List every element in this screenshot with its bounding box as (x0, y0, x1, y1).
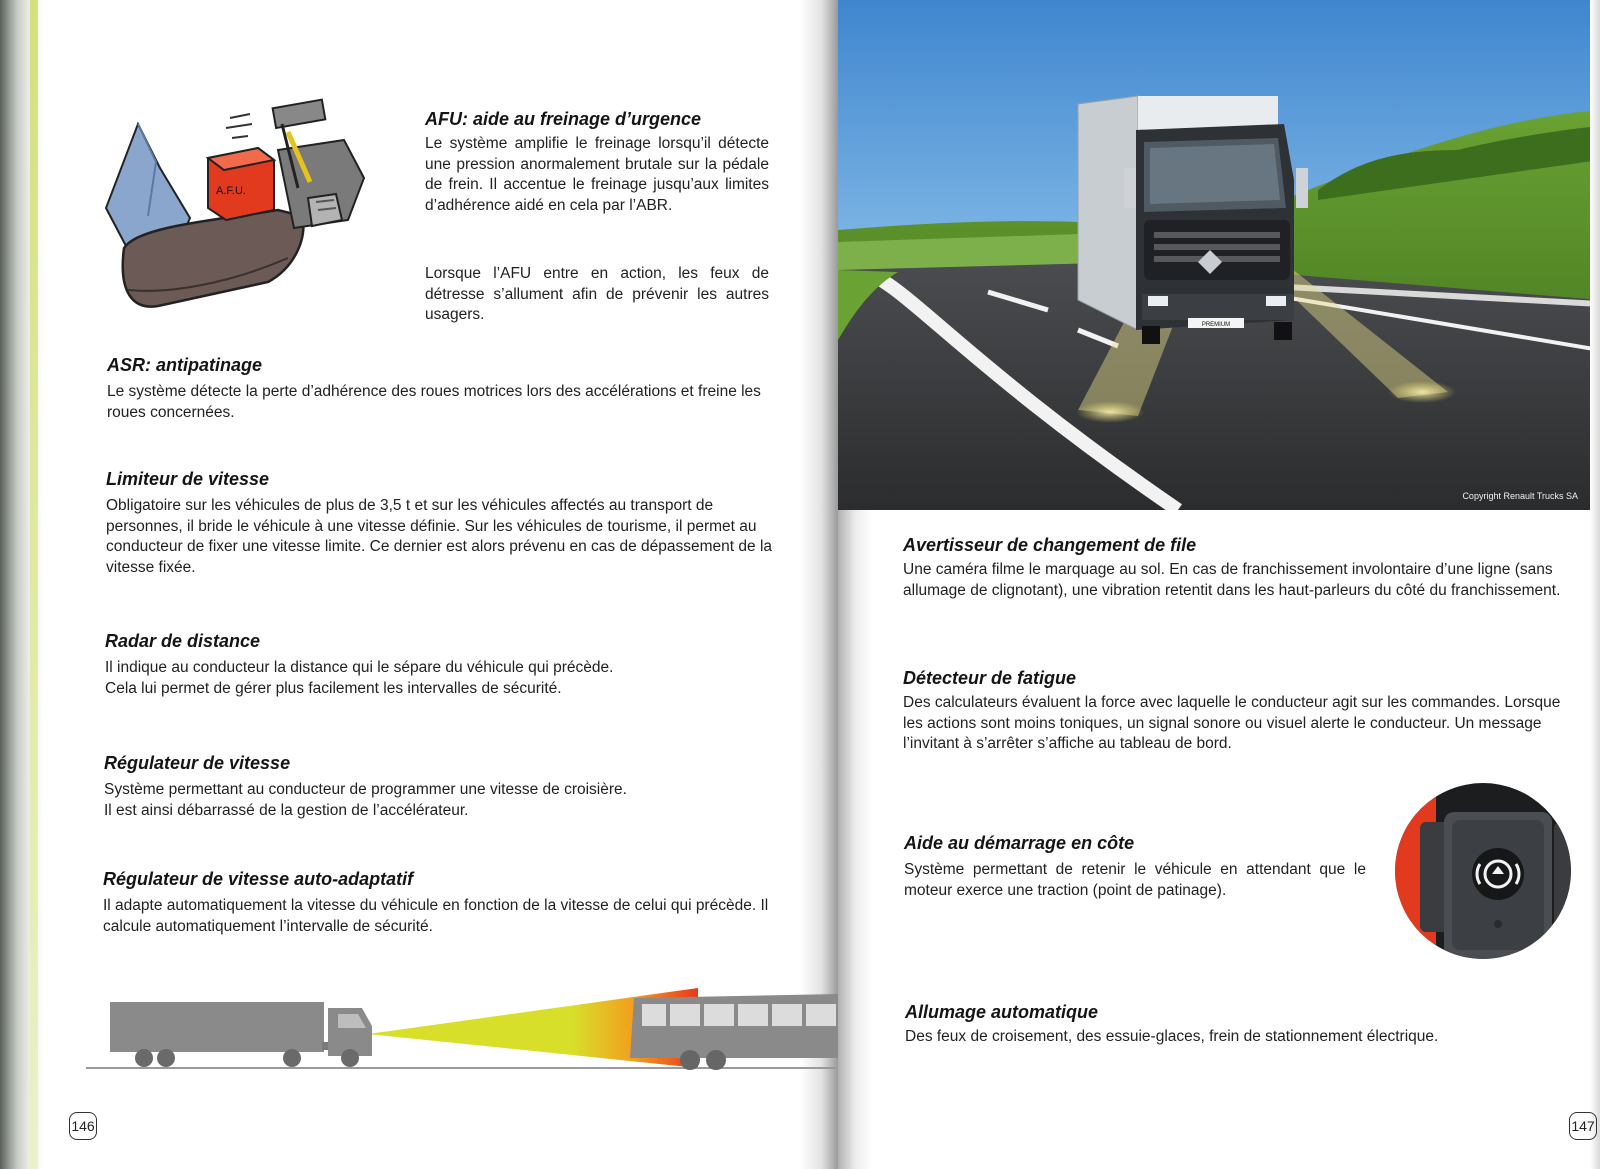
page-number-right: 147 (1569, 1112, 1597, 1140)
section-text-regulateur-2: Il est ainsi débarrassé de la gestion de l’accélérateur. (104, 802, 469, 819)
section-text-limiteur: Obligatoire sur les véhicules de plus de 3,5 t et sur les véhicules affectés au transport de personnes, il bride le véhicule à une vitesse définie. Sur les véhicules de tourisme, il permet au conducteur de fixer une vitesse limite. Ce dernier est alors prévenu en cas de dépassement de la vitesse fixée. (106, 497, 773, 576)
section-text-allumage: Des feux de croisement, des essuie-glaces, frein de stationnement électrique. (905, 1028, 1439, 1045)
section-title-radar: Radar de distance (105, 631, 261, 651)
brake-pedal-illustration-icon (98, 98, 380, 320)
section-title-avertisseur: Avertisseur de changement de file (903, 535, 1197, 555)
section-text-asr: Le système détecte la perte d’adhérence des roues motrices lors des accélérations et freine les roues concernées. (107, 383, 761, 421)
section-title-demarrage-cote: Aide au démarrage en côte (904, 833, 1135, 853)
page-edge-tint (30, 0, 38, 1169)
section-text-avertisseur: Une caméra filme le marquage au sol. En cas de franchissement involontaire d’une ligne (sans allumage de clignotant), une vibration retentit dans les haut-parleurs du côté du franchissement. (903, 561, 1561, 599)
section-text-fatigue: Des calculateurs évaluent la force avec laquelle le conducteur agit sur les commandes. Lorsque les actions sont moins toniques, un signal sonore ou visuel alerte le conducteur. Un message l’invitant à s’arrêter s’affiche au tableau de bord. (903, 694, 1561, 752)
truck-silhouette-icon (110, 1002, 372, 1067)
section-title-allumage: Allumage automatique (905, 1002, 1099, 1022)
section-text-radar-1: Il indique au conducteur la distance qui le sépare du véhicule qui précède. (105, 659, 614, 676)
page-number-left: 146 (69, 1112, 97, 1140)
section-text-afu-2: Lorsque l’AFU entre en action, les feux de détresse s’allument afin de prévenir les autres usagers. (425, 265, 769, 323)
section-text-regulateur-1: Système permettant au conducteur de programmer une vitesse de croisière. (104, 781, 627, 798)
hill-start-button-icon (1394, 782, 1572, 960)
truck-plate-text: PREMIUM (1201, 322, 1231, 328)
section-text-regulateur-adaptatif: Il adapte automatiquement la vitesse du véhicule en fonction de la vitesse de celui qui précède. Il calcule automatiquement l’intervalle de sécurité. (103, 897, 769, 935)
gutter-shadow-right (838, 510, 872, 1169)
page-edge-right (1590, 0, 1600, 1169)
afu-box-label: A.F.U. (216, 185, 246, 197)
truck-road-photo (838, 0, 1600, 510)
section-title-regulateur: Régulateur de vitesse (104, 753, 291, 773)
section-title-limiteur: Limiteur de vitesse (106, 469, 270, 489)
section-title-fatigue: Détecteur de fatigue (903, 668, 1077, 688)
section-title-afu: AFU: aide au freinage d’urgence (425, 109, 702, 129)
distance-radar-illustration (86, 986, 838, 1086)
section-text-demarrage-cote: Système permettant de retenir le véhicule en attendant que le moteur exerce une traction (point de patinage). (904, 861, 1366, 899)
section-title-asr: ASR: antipatinage (107, 355, 263, 375)
section-text-afu-1: Le système amplifie le freinage lorsqu’il détecte une pression anormalement brutale sur la pédale de frein. Il accentue le freinage jusqu’aux limites d’adhérence aidé en cela par l’ABR. (425, 135, 769, 214)
section-title-regulateur-adaptatif: Régulateur de vitesse auto-adaptatif (103, 869, 414, 889)
right-page (838, 0, 1600, 1169)
section-text-radar-2: Cela lui permet de gérer plus facilement les intervalles de sécurité. (105, 680, 562, 697)
photo-copyright: Copyright Renault Trucks SA (1462, 491, 1578, 501)
